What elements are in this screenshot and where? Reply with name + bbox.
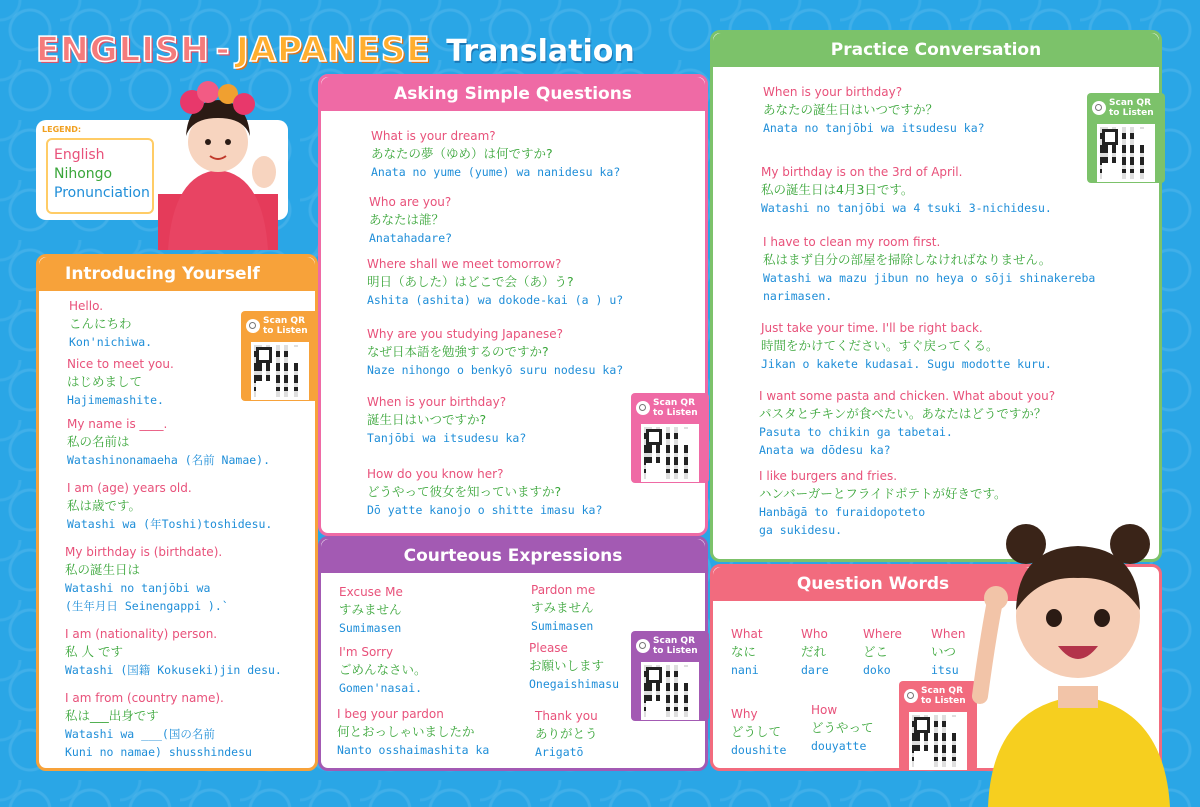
english-text: I am (age) years old. [67,481,192,495]
nihongo-text: どうやって彼女を知っていますか? [367,484,562,499]
pronunciation-text: Hajimemashite. [67,393,164,407]
list-item [531,581,595,635]
pronunciation-text: Anata no tanjōbi wa itsudesu ka? [763,121,985,135]
pronunciation-text-line2: Kuni no namae) shusshindesu [65,745,252,759]
english-text: My name is ____. [67,417,168,431]
nihongo-text: どうして [731,724,782,739]
nihongo-text: だれ [801,644,827,659]
list-item [763,83,985,137]
english-text: What is your dream? [371,129,496,143]
qr-code-icon [641,662,699,720]
pronunciation-text: Nanto osshaimashita ka [337,743,490,757]
list-item [535,707,598,761]
pronunciation-text-line2: ga sukidesu. [759,523,843,537]
nihongo-text: 誕生日はいつですか? [367,412,487,427]
qr-label: Scan QR to Listen [1092,98,1160,118]
list-item [367,255,623,309]
pronunciation-text: Anata no yume (yume) wa nanidesu ka? [371,165,621,179]
pronunciation-text: Watashi wa ___(国の名前 [65,727,215,741]
qr-label: Scan QR to Listen [246,316,314,336]
nihongo-text: ごめんなさい。 [339,662,427,677]
english-text: Who are you? [369,195,452,209]
english-text: How do you know her? [367,467,504,481]
list-item [367,465,602,519]
nihongo-text: 私の誕生日は4月3日です。 [761,182,914,197]
english-text: How [811,703,838,717]
nihongo-text: 何とおっしゃいましたか [337,724,475,739]
list-item [759,387,1055,459]
pronunciation-text: dare [801,663,829,677]
nihongo-text: 私は___出身です [65,708,159,723]
list-item [863,625,902,679]
english-text: I'm Sorry [339,645,394,659]
nihongo-text: はじめまして [67,374,143,389]
qr-code-scan[interactable] [631,393,709,483]
english-text: Where shall we meet tomorrow? [367,257,562,271]
nihongo-text: どこ [863,644,889,659]
pronunciation-text: Watashi no tanjōbi wa 4 tsuki 3-nichidesu. [761,201,1052,215]
legend-english: English [54,147,105,163]
pronunciation-text: doko [863,663,891,677]
pronunciation-text-line2: (生年月日 Seinengappi ).` [65,599,229,613]
qr-label: Scan QR to Listen [636,636,704,656]
english-text: Hello. [69,299,104,313]
asking-panel [318,74,708,536]
list-item [529,639,619,693]
legend-pronunciation: Pronunciation [54,185,150,201]
pronunciation-text: Watashinonamaeha (名前 Namae). [67,453,271,467]
qr-code-scan[interactable] [1087,93,1165,183]
pronunciation-text: Pasuta to chikin ga tabetai. [759,425,953,439]
nihongo-text: なぜ日本語を勉強するのですか? [367,344,549,359]
nihongo-text: ハンバーガーとフライドポテトが好きです。 [759,486,1007,501]
pronunciation-text: Kon'nichiwa. [69,335,153,349]
english-text: When is your birthday? [763,85,903,99]
english-text: I like burgers and fries. [759,469,898,483]
english-text: What [731,627,763,641]
list-item [67,355,174,409]
nihongo-text: 私の誕生日は [65,562,141,577]
qr-code-icon [909,712,967,770]
pronunciation-text: Watashi wa mazu jibun no heya o sōji shinakereba [763,271,1096,285]
pronunciation-text: Dō yatte kanojo o shitte imasu ka? [367,503,603,517]
nihongo-text: いつ [931,644,957,659]
list-item [811,701,874,755]
english-text: I want some pasta and chicken. What about you? [759,389,1056,403]
nihongo-text: ありがとう [535,726,598,741]
nihongo-text: お願いします [529,658,605,673]
nihongo-text: どうやって [811,720,874,735]
pronunciation-text: itsu [931,663,959,677]
practice-panel [710,30,1162,562]
list-item [801,625,829,679]
title-english: ENGLISH [36,30,210,70]
list-item [67,415,270,469]
list-item [337,705,489,759]
english-text: When is your birthday? [367,395,507,409]
nihongo-text: あなたの夢（ゆめ）は何ですか? [371,146,553,161]
list-item [339,583,403,637]
question-words-header: Question Words [713,567,1033,601]
pronunciation-text: Watashi (国籍 Kokuseki)jin desu. [65,663,282,677]
english-text: Why are you studying Japanese? [367,327,563,341]
pronunciation-text-line2: narimasen. [763,289,833,303]
english-text: Who [801,627,828,641]
qr-code-icon [251,342,309,400]
legend-list [46,138,154,214]
qr-code-scan[interactable] [899,681,977,771]
pronunciation-text: Jikan o kakete kudasai. Sugu modotte kuru. [761,357,1052,371]
list-item [65,543,229,615]
qr-label: Scan QR to Listen [636,398,704,418]
kimono-girl-image [148,74,288,250]
english-text: My birthday is on the 3rd of April. [761,165,963,179]
title-dash: - [215,30,231,70]
list-item [367,325,623,379]
list-item [931,625,965,679]
list-item [65,625,282,679]
english-text: Thank you [535,709,598,723]
asking-header: Asking Simple Questions [321,77,705,111]
courteous-header: Courteous Expressions [321,539,705,573]
search-icon [636,401,650,415]
introducing-header: Introducing Yourself [39,257,315,291]
title-japanese: JAPANESE [236,30,431,70]
search-icon [1092,101,1106,115]
pronunciation-text: Sumimasen [531,619,594,633]
pronunciation-text: Watashi wa (年Toshi)toshidesu. [67,517,273,531]
list-item [761,163,1052,217]
courteous-panel [318,536,708,771]
nihongo-text: あなたは誰？ [369,212,445,227]
legend-nihongo: Nihongo [54,166,113,182]
english-text: My birthday is (birthdate). [65,545,223,559]
qr-code-icon [1097,124,1155,182]
page-title [36,30,635,70]
pronunciation-text: Watashi no tanjōbi wa [65,581,211,595]
list-item [371,127,620,181]
english-text: Please [529,641,568,655]
english-text: When [931,627,966,641]
nihongo-text: あなたの誕生日はいつですか？ [763,102,939,117]
list-item [67,479,272,533]
english-text: Just take your time. I'll be right back. [761,321,983,335]
pronunciation-text: Sumimasen [339,621,402,635]
qr-label: Scan QR to Listen [904,686,972,706]
english-text: I have to clean my room first. [763,235,941,249]
search-icon [636,639,650,653]
pronunciation-text: Arigatō [535,745,584,759]
english-text: I beg your pardon [337,707,444,721]
pronunciation-text: Ashita (ashita) wa dokode-kai (a ) u? [367,293,624,307]
list-item [69,297,152,351]
pronunciation-text: Hanbāgā to furaidopoteto [759,505,926,519]
legend-label: LEGEND: [42,125,82,134]
list-item [367,393,526,447]
nihongo-text: 私の名前は [67,434,130,449]
pronunciation-text: Tanjōbi wa itsudesu ka? [367,431,527,445]
english-text: Why [731,707,758,721]
qr-code-scan[interactable] [241,311,319,401]
english-text: Nice to meet you. [67,357,174,371]
nihongo-text: 私 人 です [65,644,123,659]
pronunciation-text: Anatahadare? [369,231,453,245]
introducing-panel [36,254,318,771]
english-text: Excuse Me [339,585,403,599]
search-icon [904,689,918,703]
nihongo-text: 時間をかけてください。すぐ戻ってくる。 [761,338,999,353]
qr-code-scan[interactable] [631,631,709,721]
english-text: Where [863,627,902,641]
list-item [763,233,1095,305]
nihongo-text: なに [731,644,757,659]
english-text: Pardon me [531,583,596,597]
nihongo-text: こんにちわ [69,316,132,331]
nihongo-text: 明日（あした）はどこで会（あ）う? [367,274,574,289]
list-item [339,643,427,697]
english-text: I am from (country name). [65,691,224,705]
qr-code-icon [641,424,699,482]
nihongo-text: 私はまず自分の部屋を掃除しなければなりません。 [763,252,1052,267]
pronunciation-text: nani [731,663,759,677]
nihongo-text: すみません [339,602,402,617]
pronunciation-text: Onegaishimasu [529,677,620,691]
nihongo-text: パスタとチキンが食べたい。あなたはどうですか？ [759,406,1047,421]
pronunciation-text-line2: Anata wa dōdesu ka? [759,443,891,457]
list-item [369,193,452,247]
list-item [731,705,786,759]
nihongo-text: すみません [531,600,594,615]
pronunciation-text: doushite [731,743,787,757]
title-translation: Translation [446,34,635,69]
list-item [731,625,763,679]
list-item [761,319,1052,373]
nihongo-text: 私は歳です。 [67,498,142,513]
english-text: I am (nationality) person. [65,627,218,641]
list-item [65,689,252,761]
pronunciation-text: Naze nihongo o benkyō suru nodesu ka? [367,363,624,377]
pointing-girl-image [968,506,1190,807]
pronunciation-text: douyatte [811,739,867,753]
search-icon [246,319,260,333]
pronunciation-text: Gomen'nasai. [339,681,423,695]
practice-header: Practice Conversation [713,33,1159,67]
